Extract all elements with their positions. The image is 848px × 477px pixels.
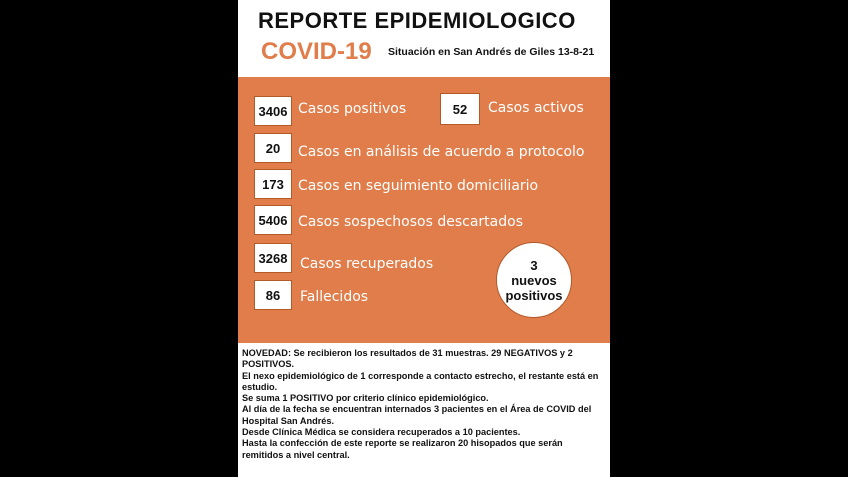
news-block <box>242 348 606 461</box>
active-cases-value: 52 <box>440 93 480 125</box>
recovered-cases-label: Casos recuperados <box>300 256 434 272</box>
situation-date: Situación en San Andrés de Giles 13-8-21 <box>388 46 595 58</box>
news-line: Se suma 1 POSITIVO por criterio clínico epidemiológico. <box>242 393 489 404</box>
active-cases-label: Casos activos <box>488 100 584 116</box>
new-positives-line2: positivos <box>505 287 563 303</box>
deaths-label: Fallecidos <box>300 289 369 305</box>
new-positives-count: 3 <box>530 257 538 273</box>
home-monitoring-label: Casos en seguimiento domiciliario <box>298 178 539 194</box>
discarded-cases-label: Casos sospechosos descartados <box>298 214 523 230</box>
positive-cases-value: 3406 <box>254 96 292 126</box>
covid-heading: COVID-19 <box>261 38 372 65</box>
news-line: NOVEDAD: Se recibieron los resultados de 31 muestras. 29 NEGATIVOS y 2 POSITIVOS. <box>242 348 573 370</box>
news-line: Desde Clínica Médica se considera recuperados a 10 pacientes. <box>242 427 521 438</box>
discarded-cases-value: 5406 <box>254 205 292 235</box>
deaths-value: 86 <box>254 280 292 310</box>
analysis-cases-value: 20 <box>254 133 292 163</box>
news-line: Al día de la fecha se encuentran internados 3 pacientes en el Área de COVID del Hospital San Andrés. <box>242 404 592 426</box>
new-positives-badge <box>496 242 572 318</box>
positive-cases-label: Casos positivos <box>298 101 407 117</box>
news-line: Hasta la confección de este reporte se realizaron 20 hisopados que serán remitidos a nivel central. <box>242 438 563 460</box>
report-title: REPORTE EPIDEMIOLOGICO <box>258 8 576 33</box>
recovered-cases-value: 3268 <box>254 243 292 273</box>
home-monitoring-value: 173 <box>254 169 292 199</box>
report-sheet <box>238 0 610 477</box>
analysis-cases-label: Casos en análisis de acuerdo a protocolo <box>298 144 585 160</box>
new-positives-line1: nuevos <box>511 272 557 288</box>
news-line: El nexo epidemiológico de 1 corresponde a contacto estrecho, el restante está en estudio. <box>242 370 599 392</box>
